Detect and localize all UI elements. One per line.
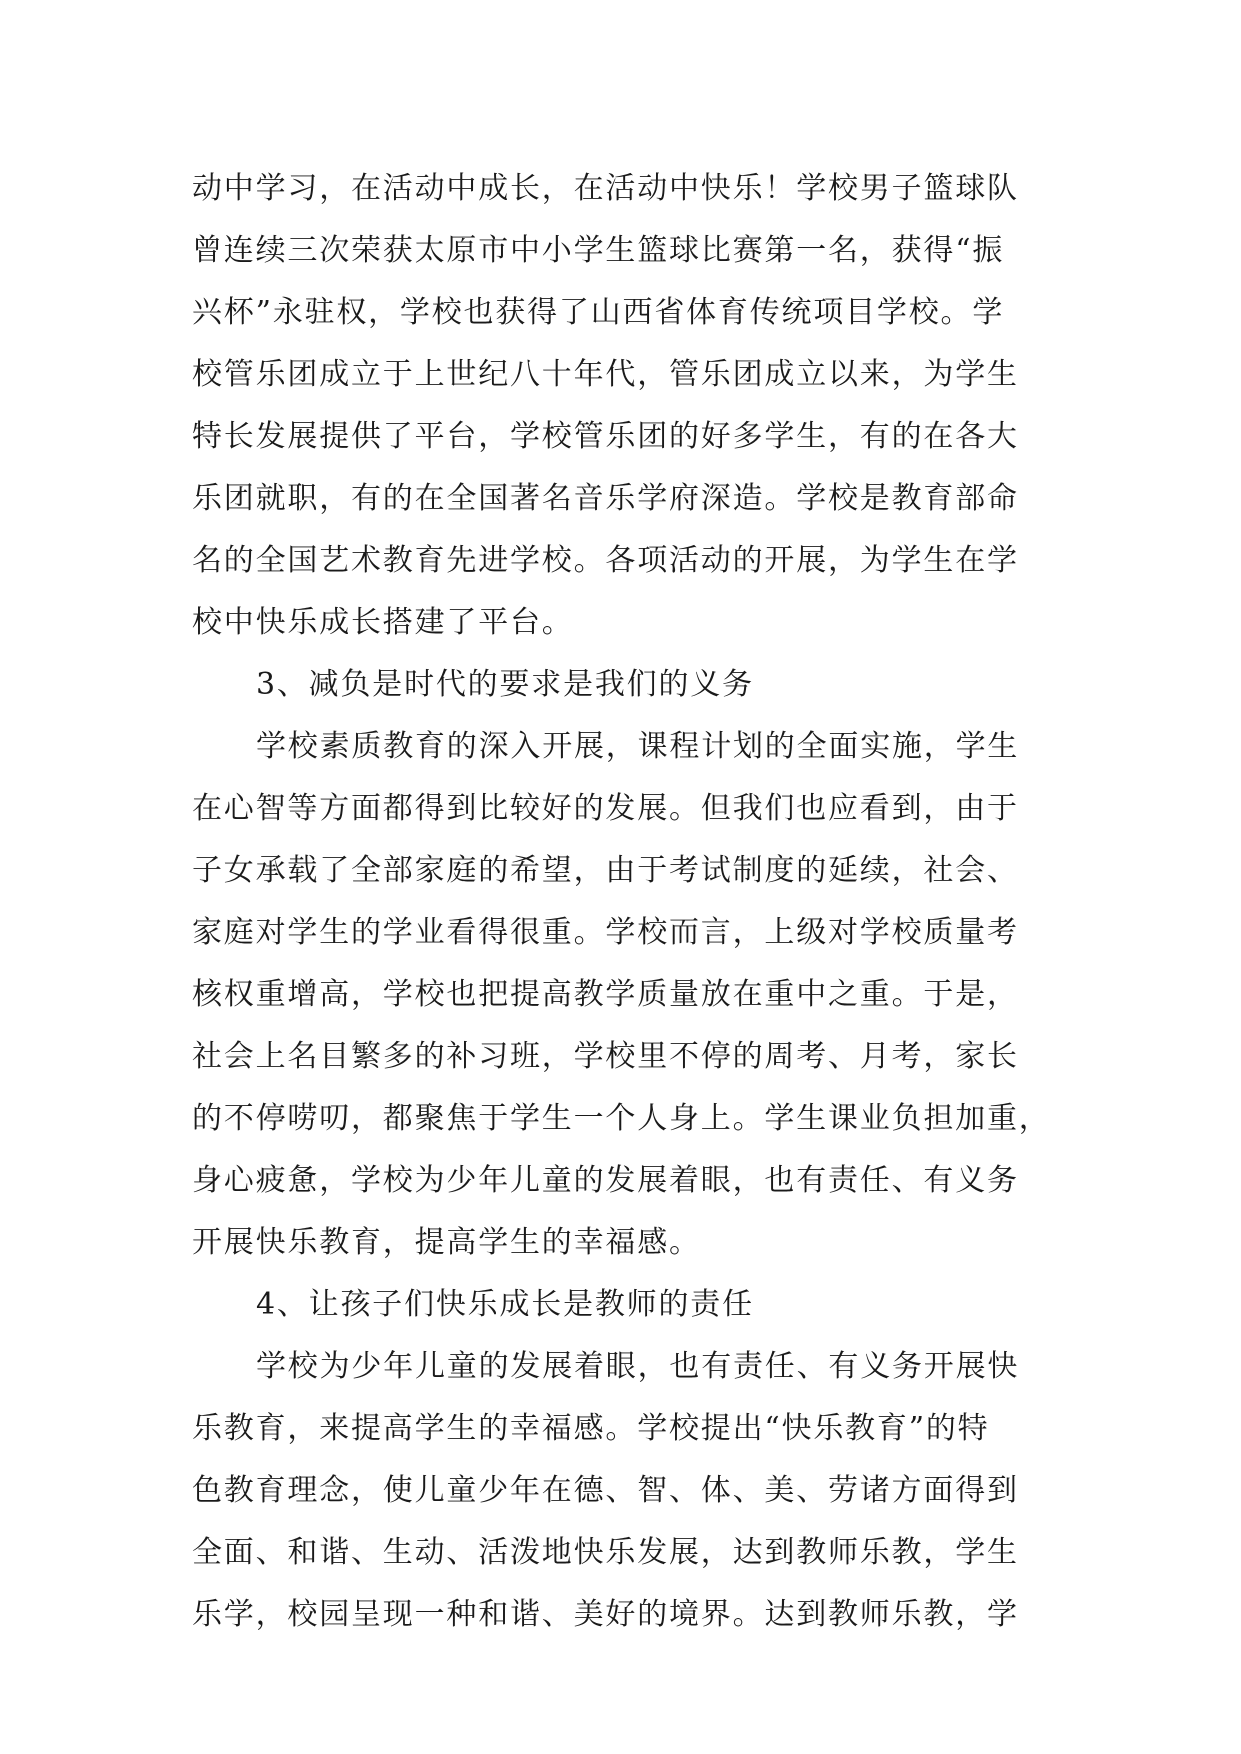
text-line: 名的全国艺术教育先进学校。各项活动的开展，为学生在学 <box>192 543 1019 578</box>
text-line: 的不停唠叨，都聚焦于学生一个人身上。学生课业负担加重， <box>192 1101 1051 1136</box>
section-heading: 3、减负是时代的要求是我们的义务 <box>256 667 754 702</box>
section-heading: 4、让孩子们快乐成长是教师的责任 <box>256 1287 754 1322</box>
text-line: 色教育理念，使儿童少年在德、智、体、美、劳诸方面得到 <box>192 1473 1019 1508</box>
text-line: 在心智等方面都得到比较好的发展。但我们也应看到，由于 <box>192 791 1019 826</box>
text-line: 学校为少年儿童的发展着眼，也有责任、有义务开展快 <box>256 1349 1020 1384</box>
body-text <box>192 158 1052 1646</box>
text-line: 乐团就职，有的在全国著名音乐学府深造。学校是教育部命 <box>192 481 1019 516</box>
text-line: 乐教育，来提高学生的幸福感。学校提出“快乐教育”的特 <box>192 1411 990 1446</box>
text-line: 校管乐团成立于上世纪八十年代，管乐团成立以来，为学生 <box>192 357 1019 392</box>
text-line: 动中学习，在活动中成长，在活动中快乐！学校男子篮球队 <box>192 171 1019 206</box>
text-line: 曾连续三次荣获太原市中小学生篮球比赛第一名，获得“振 <box>192 233 1005 268</box>
text-line: 家庭对学生的学业看得很重。学校而言，上级对学校质量考 <box>192 915 1019 950</box>
text-line: 兴杯”永驻权，学校也获得了山西省体育传统项目学校。学 <box>192 295 1005 330</box>
text-line: 特长发展提供了平台，学校管乐团的好多学生，有的在各大 <box>192 419 1019 454</box>
text-line: 开展快乐教育，提高学生的幸福感。 <box>192 1225 701 1260</box>
text-line: 学校素质教育的深入开展，课程计划的全面实施，学生 <box>256 729 1020 764</box>
text-line: 子女承载了全部家庭的希望，由于考试制度的延续，社会、 <box>192 853 1019 888</box>
text-line: 身心疲惫，学校为少年儿童的发展着眼，也有责任、有义务 <box>192 1163 1019 1198</box>
text-line: 核权重增高，学校也把提高教学质量放在重中之重。于是， <box>192 977 1019 1012</box>
text-line: 乐学，校园呈现一种和谐、美好的境界。达到教师乐教，学 <box>192 1597 1019 1632</box>
text-line: 全面、和谐、生动、活泼地快乐发展，达到教师乐教，学生 <box>192 1535 1019 1570</box>
text-line: 校中快乐成长搭建了平台。 <box>192 605 574 640</box>
text-line: 社会上名目繁多的补习班，学校里不停的周考、月考，家长 <box>192 1039 1019 1074</box>
